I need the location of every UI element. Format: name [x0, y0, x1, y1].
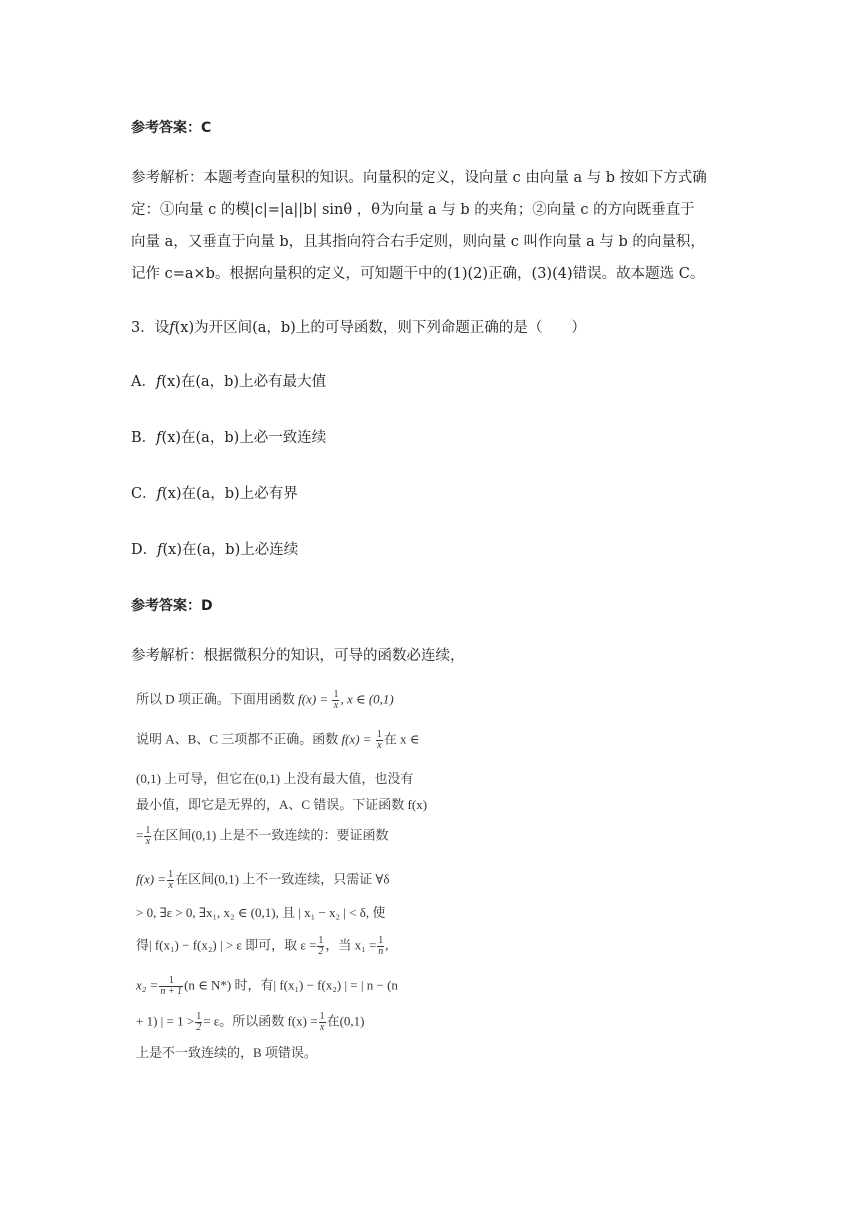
proof-line-9: x₂ = $\frac{1}{n + 1}$ (n ∈ N*) 时，有| f(x₁) − f(x₂) | = | n − (n — [136, 975, 398, 997]
proof-line-6: f(x) = $\frac{1}{x}$ 在区间(0,1) 上不一致连续，只需证 ∀δ — [136, 869, 390, 891]
option-fx: f — [156, 486, 162, 502]
scanned-proof-image — [128, 682, 428, 1066]
analysis-1-line-3: 向量 a，又垂直于向量 b，且其指向符合右手定则，则向量 c 叫作向量 a 与 b 的向量积， — [131, 234, 705, 250]
fraction: $\frac{1}{n}$ — [378, 935, 384, 957]
question-3 — [131, 318, 586, 338]
answer-1: 参考答案：C — [131, 120, 212, 136]
proof-line-2: 说明 A、B、C 三项都不正确。函数 f(x) = $\frac{1}{x}$ 在 x ∈ — [136, 729, 420, 751]
fraction: $\frac{1}{2}$ — [196, 1011, 202, 1033]
option-fx: f — [156, 430, 162, 446]
fraction: $\frac{1}{n + 1}$ — [160, 975, 183, 997]
option-a — [131, 372, 326, 392]
option-text: (x)在(a，b)上必有最大值 — [161, 374, 327, 390]
option-letter: A． — [131, 374, 156, 390]
fraction: $\frac{1}{x}$ — [145, 825, 151, 847]
fraction: $\frac{1}{x}$ — [376, 729, 382, 751]
proof-line-5: = $\frac{1}{x}$ 在区间(0,1) 上是不一致连续的：要证函数 — [136, 825, 389, 847]
analysis-1-line-1: 参考解析：本题考查向量积的知识。向量积的定义，设向量 c 由向量 a 与 b 按如下方式确 — [131, 170, 707, 186]
option-letter: B． — [131, 430, 157, 446]
option-text: (x)在(a，b)上必连续 — [162, 542, 299, 558]
question-3-fx: f — [169, 320, 175, 336]
fraction: $\frac{1}{x}$ — [168, 869, 174, 891]
analysis-3: 参考解析：根据微积分的知识，可导的函数必连续， — [131, 648, 465, 664]
fraction: $\frac{1}{2}$ — [318, 935, 324, 957]
option-letter: C． — [131, 486, 157, 502]
proof-line-7: > 0, ∃ε > 0, ∃x₁, x₂ ∈ (0,1), 且 | x₁ − x₂ | < δ, 使 — [136, 905, 386, 920]
answer-3: 参考答案：D — [131, 598, 213, 614]
option-b — [131, 428, 326, 448]
option-fx: f — [157, 542, 163, 558]
proof-line-11: 上是不一致连续的，B 项错误。 — [136, 1045, 317, 1060]
question-3-text: (x)为开区间(a，b)上的可导函数，则下列命题正确的是（ ） — [174, 320, 586, 336]
proof-line-3: (0,1) 上可导，但它在(0,1) 上没有最大值，也没有 — [136, 771, 414, 786]
option-text: (x)在(a，b)上必有界 — [161, 486, 298, 502]
option-fx: f — [155, 374, 162, 390]
option-d — [131, 540, 298, 560]
analysis-1-line-4: 记作 c=a×b。根据向量积的定义，可知题干中的(1)(2)正确，(3)(4)错误。故本题选 C。 — [131, 266, 705, 282]
option-c — [131, 484, 298, 504]
question-3-prefix: 3．设 — [131, 320, 170, 336]
fraction: $\frac{1}{x}$ — [319, 1011, 325, 1033]
proof-line-8: 得| f(x₁) − f(x₂) | > ε 即可，取 ε = $\frac{1}{2}$ ，当 x₁ = $\frac{1}{n}$ , — [136, 935, 389, 957]
option-letter: D． — [131, 542, 158, 558]
fraction: $\frac{1}{x}$ — [333, 689, 339, 711]
proof-line-4: 最小值，即它是无界的，A、C 错误。下证函数 f(x) — [136, 797, 428, 812]
analysis-1-line-2: 定：①向量 c 的模|c|=|a||b| sinθ ，θ为向量 a 与 b 的夹角；②向量 c 的方向既垂直于 — [131, 202, 695, 218]
proof-line-1: 所以 D 项正确。下面用函数 f(x) = $\frac{1}{x}$ , x ∈ (0,1) — [136, 689, 394, 711]
proof-line-10: + 1) | = 1 > $\frac{1}{2}$ = ε。所以函数 f(x) = $\frac{1}{x}$ 在(0,1) — [136, 1011, 365, 1033]
option-text: (x)在(a，b)上必一致连续 — [161, 430, 327, 446]
